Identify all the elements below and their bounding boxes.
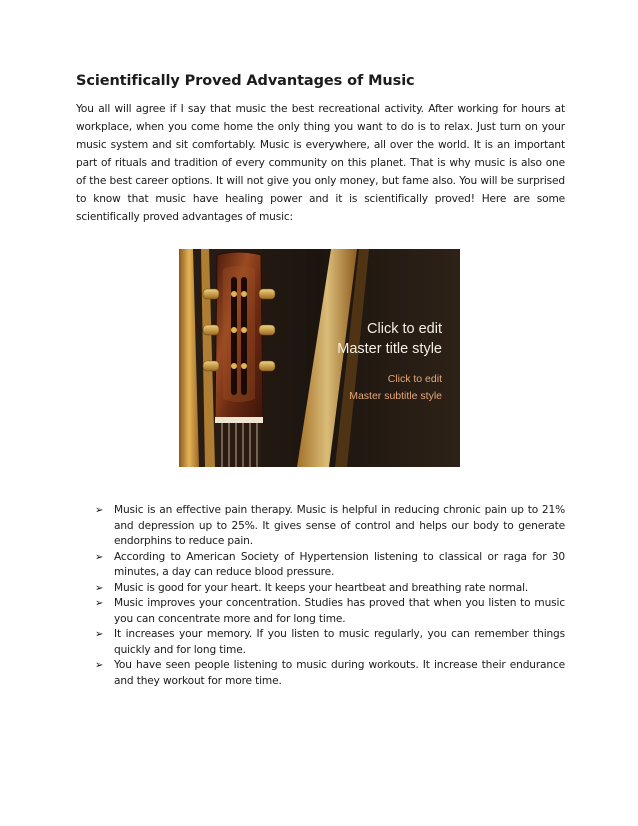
list-item <box>95 550 565 581</box>
arrow-bullet-icon: ➢ <box>95 598 104 609</box>
list-item-text: Music improves your concentration. Studies has proved that when you listen to music you can concentrate more and for long time. <box>114 597 565 625</box>
arrow-bullet-icon: ➢ <box>95 660 104 671</box>
arrow-bullet-icon: ➢ <box>95 505 104 516</box>
list-item <box>95 658 565 689</box>
arrow-bullet-icon: ➢ <box>95 629 104 640</box>
slide-title-line-1: Click to edit <box>367 321 442 337</box>
slide-subtitle-line-1: Click to edit <box>387 373 442 385</box>
slide-subtitle-placeholder <box>349 371 442 405</box>
list-item <box>95 503 565 550</box>
list-item-text: Music is an effective pain therapy. Music is helpful in reducing chronic pain up to 21% and depression up to 25%. It gives sense of control and helps our body to generate endorphins to reduce pain. <box>114 504 565 547</box>
list-item-text: You have seen people listening to music during workouts. It increase their endurance and they workout for more time. <box>114 659 565 687</box>
page-title: Scientifically Proved Advantages of Music <box>76 73 415 89</box>
advantages-list <box>95 503 565 689</box>
slide-title-placeholder <box>337 319 442 359</box>
slide-title-line-2: Master title style <box>337 341 442 357</box>
list-item <box>95 596 565 627</box>
list-item-text: According to American Society of Hypertension listening to classical or raga for 30 minutes, a day can reduce blood pressure. <box>114 550 565 578</box>
arrow-bullet-icon: ➢ <box>95 582 104 594</box>
list-item <box>95 627 565 658</box>
intro-paragraph: You all will agree if I say that music the best recreational activity. After working for hours at workplace, when you come home the only thing you want to do is to relax. Just turn on your music system and sit comfortably. Music is everywhere, all over the world. It is an important part of rituals and tradition of every community on this planet. That is why music is also one of the best career options. It will not give you only money, but fame also. You will be surprised to know that music have healing power and it is scientifically proved! Here are some scientifically proved advantages of music: <box>76 103 565 223</box>
list-item-text: It increases your memory. If you listen to music regularly, you can remember things quickly and for long time. <box>114 628 565 656</box>
arrow-bullet-icon: ➢ <box>95 551 104 563</box>
guitar-slide-image <box>179 249 460 467</box>
list-item <box>95 581 565 597</box>
list-item-text: Music is good for your heart. It keeps your heartbeat and breathing rate normal. <box>114 581 529 594</box>
slide-subtitle-line-2: Master subtitle style <box>349 390 442 402</box>
